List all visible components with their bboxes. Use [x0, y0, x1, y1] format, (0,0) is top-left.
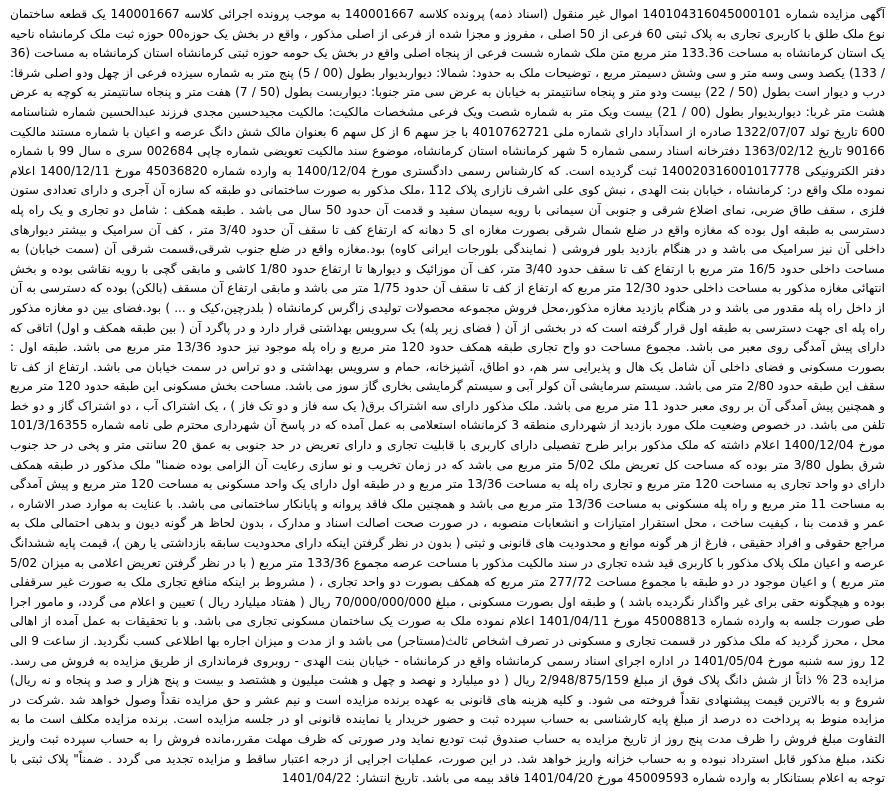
auction-notice-text: آگهی مزایده شماره 140104316045000101 اموال غیر منقول (اسناد ذمه) پرونده کلاسه 140001667 به موجب پرونده اجرائی کلاسه 140001667 یک قطعه ساختمان نوع ملک طلق با کاربری تجاری به پلاک ثبتی 60 فرعی از 50 اصلی ، مفروز و مجزا شده از فرعی از اصلی مذکور ، واقع در بخش یک حوزه00 حوزه ثبت ملک کرمانشاه ناحیه یک استان کرمانشاه به مساحت 133.36 متر مربع متن ملک شماره شست فرعی از پنجاه اصلی واقع در بخش یک حومه حوزه ثبتی کرمانشاه استان کرمانشاه به مساحت (36 / 133) یکصد وسی وسه متر و سی وشش دسیمتر مربع ، توضیحات ملک به حدود: شمالا: دیواربدیوار بطول (00 / 5) پنج متر به شماره سیزده فرعی از چهل ودو اصلی شرقا: درب و دیوار است بطول (50 / 22) بیست ودو متر و پنجاه سانتیمتر به خیابان به عرض سی متر جنوبا: دیواربست بطول (50 / 7) هفت متر و پنجاه سانتیمتر به کوچه به عرض هشت متر غربا: دیواربدیوار بطول (00 / 21) بیست ویک متر به شماره شصت ویک فرعی مشخصات مالکیت: مالکیت مجیدحسین مجدی فرزند عبدالحسین شماره شناسنامه 600 تاریخ تولد 1322/07/07 صادره از اسدآباد دارای شماره ملی 4010762721 با جز سهم 6 از کل سهم 6 بعنوان مالک شش دانگ عرصه و اعیان با شماره مستند مالکیت 90166 تاریخ 1363/02/12 دفترخانه اسناد رسمی شماره 5 شهر کرمانشاه استان کرمانشاه، موضوع سند مالکیت تعویضی شماره چاپی 002684 سری ه سال 99 با شماره دفتر الکترونیکی 140020316001017778 ثبت گردیده است. که کارشناس رسمی دادگستری مورخ 1400/12/04 به وارده شماره 45036820 مورخ 1400/12/11 اعلام نموده ملک واقع در: کرمانشاه ، خیابان بنت الهدی ، نبش کوی علی اشرف نازاری پلاک 112 ،ملک مذکور به صورت ساختمانی دو طبقه که سازه آن آجری و دارای تعدادی ستون فلزی ، سقف طاق ضربی، نمای اضلاع شرقی و جنوبی آن سیمانی با رویه سیمان سفید و قدمت آن حدود 50 سال می باشد . طبقه همکف : شامل دو تجاری و یک راه پله دسترسی به طبقه اول بوده که مغازه واقع در ضلع شمال شرقی بصورت مغازه ای 5 دهانه که ارتفاع کف تا سقف آن حدود 3/40 متر ، کف آن سرامیک و بیشتر دیوارهای داخلی آن نیز سرامیک می باشد و در هنگام بازدید بلور فروشی ( نمایندگی بلورجات ایرانی کاوه) بود.مغازه واقع در ضلع جنوب شرقی،قسمت شرقی آن (سمت خیابان) به مساحت داخلی حدود 16/5 متر مربع با ارتفاع کف تا سقف حدود 3/40 متر، کف آن موزائیک و دیوارها تا ارتفاع حدود 1/80 کاشی و مابقی گچی با رویه نقاشی بوده و بخش انتهائی مغازه مذکور به مساحت داخلی حدود 12/30 متر مربع که ارتفاع از کف تا سقف آن حدود 1/75 متر می باشد و مابقی ارتفاع آن مسقف (بالکن) بوده که دسترسی به آن از داخل راه پله مقدور می باشد و در هنگام بازدید مغازه مذکور،محل فروش مجموعه محصولات تولیدی زاگرس کرمانشاه ( بلدرچین،کیک و ... ) بود.فضای بین دو مغازه مذکور راه پله ای جهت دسترسی به طبقه اول قرار گرفته است که در بخشی از آن ( فضای زیر پله) یک سرویس بهداشتی قرار دارد و در پاگرد آن ( بین طبقه همکف و اول) اتاقی که دارای پیش آمدگی روی معبر می باشد. مجموع مساحت دو واح تجاری طبقه همکف حدود 120 متر مربع و راه پله موجود نیز حدود 13/36 متر مربع می باشد. طبقه اول : بصورت مسکونی و فضای داخلی آن شامل یک هال و پذیرایی سر هم، دو اطاق، آشپزخانه، حمام و سرویس بهداشتی و دو تراس در سمت خیابان می باشد. ارتفاع از کف تا سقف این طبقه حدود 2/80 متر می باشد. سیستم سرمایشی آن کولر آبی و سیستم گرمایشی بخاری گاز سوز می باشد. مساحت بخش مسکونی این طبقه حدود 120 متر مربع و همچنین پیش آمدگی آن بر روی معبر حدود 11 متر مربع می باشد. ملک مذکور دارای سه اشتراک برق( یک سه فاز و دو تک فاز ) ، یک اشتراک آب ، دو اشتراک گاز و دو خط تلفن می باشد. در خصوص وضعیت ملک مورد بازدید از شهرداری منطقه 3 کرمانشاه استعلامی به عمل آمده که در پاسخ آن شهرداری محترم طی نامه شماره 101/3/16355 مورخ 1400/12/04 اعلام داشته که ملک مذکور برابر طرح تفصیلی دارای کاربری با قابلیت تجاری و دارای تعریض در حد جنوبی به عمق 20 سانتی متر و پخی در حد جنوب شرق بطول 3/80 متر بوده که مساحت کل تعریض ملک 5/02 متر مربع می باشد که در زمان تخریب و نو سازی رعایت آن الزامی بوده ضمنا" ملک مذکور در طبقه همکف دارای دو واحد تجاری به مساحت 120 متر مربع و تجاری راه پله به مساحت 13/36 متر مربع و در طبقه اول دارای یک واحد مسکونی به مساحت 120 متر مربع و پیش آمدگی به مساحت 11 متر مربع و راه پله مسکونی به مساحت 13/36 متر مربع می باشد و همچنین ملک فاقد پروانه و پایانکار ساختمانی می باشد. با عنایت به موارد صدر الاشاره ، عمر و قدمت بنا ، کیفیت ساخت ، محل استقرار امتیازات و انشعابات منصوبه ، در صورت صحت اصالت اسناد و مدارک ، بدون لحاظ هر گونه دیون و بدهی احتمالی ملک به مراجع حقوقی و افراد حقیقی ، فارغ از هر گونه موانع و محدودیت های قانونی و ثبتی ( بدون در نظر گرفتن اینکه دارای محدودیت سابقه بازداشتی یا رهن )، قیمت پایه ششدانگ عرصه و اعیان ملک پلاک مذکور با کاربری قید شده تجاری در سند مالکیت مذکور با مساحت عرصه مجموع 133/36 متر مربع ( با در نظر گرفتن تعریض اعلامی به میزان 5/02 متر مربع ) و اعیان موجود در دو طبقه با مجموع مساحت 277/72 متر مربع که همکف بصورت دو واحد تجاری ، ( مشروط بر اینکه منافع تجاری ملک به صورت غیر سرقفلی بوده و هیچگونه حقی برای غیر واگذار نگردیده باشد ) و طبقه اول بصورت مسکونی ، مبلغ 70/000/000/000 ریال ( هفتاد میلیارد ریال ) تعیین و اعلام می گردد، و مامور اجرا طی صورت جلسه به وارده شماره 45008813 مورخ 1401/04/11 اعلام نموده ملک به صورت یک ساختمان مسکونی تجاری می باشد. و با تحقیقات به عمل آمده از اهالی محل ، محرز گردید که ملک مذکور در قسمت تجاری و مسکونی در تصرف اشخاص ثالث(مستاجر) می باشد و از مدت و میزان اجاره بها اطلاعی کسب نگردید. از ساعت 9 الی 12 روز سه شنبه مورخ 1401/05/04 در اداره اجرای اسناد رسمی کرمانشاه واقع در کرمانشاه - خیابان بنت الهدی - روبروی فرمانداری از طریق مزایده به فروش می رسد. مزایده 23 % ذاتاً از شش دانگ پلاک فوق از مبلغ 2/948/875/159 ریال ( دو میلیارد و نهصد و چهل و هشت میلیون و هشتصد و بیست و پنج هزار و صد و پنجاه و نه ریال) شروع و به بالاترین قیمت پیشنهادی نقداً فروخته می شود. و کلیه هزینه های قانونی به عهده برنده مزایده است و نیم عشر و حق مزایده نقداً وصول خواهد شد .شرکت در مزایده منوط به پرداخت ده درصد از مبلغ پایه کارشناسی به حساب سپرده ثبت و حضور خریدار یا نماینده قانونی او در جلسه مزایده است. برنده مزایده مکلف است ما به التفاوت مبلغ فروش را ظرف مدت پنج روز از تاریخ مزایده به حساب صندوق ثبت تودیع نماید ودر صورتی که ظرف مهلت مقرر،مانده فروش را به حساب سپرده ثبت واریز نکند، مبلغ مذکور قابل استرداد نبوده و به حساب خزانه واریز خواهد شد. در این صورت، عملیات اجرایی از درجه اعتبار ساقط و مزایده تجدید می گردد . ضمناً" پلاک ثبتی با توجه به اعلام بستانکار به وارده شماره 45009593 مورخ 1401/04/20 فاقد بیمه می باشد. تاریخ انتشار: 1401/04/22 — [10, 7, 886, 786]
